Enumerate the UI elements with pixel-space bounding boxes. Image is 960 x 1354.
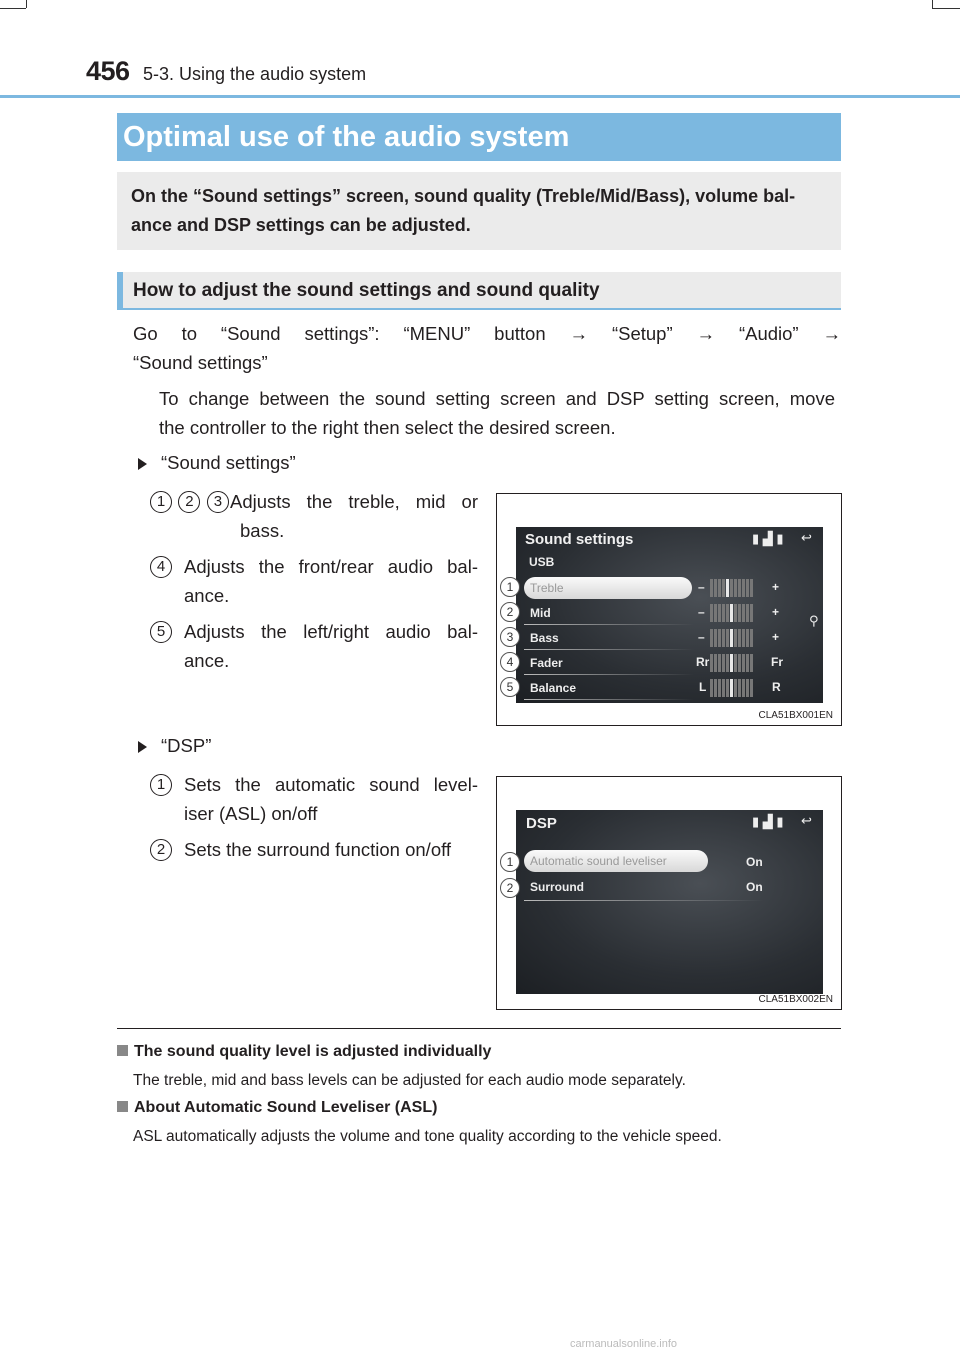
header-rule <box>0 95 960 98</box>
row-divider <box>524 674 694 675</box>
plus-label: + <box>772 605 780 619</box>
note-body-1: The treble, mid and bass levels can be adjusted for each audio mode separately. <box>133 1072 686 1089</box>
row-divider <box>524 900 764 901</box>
level-meter <box>710 629 753 647</box>
fader-meter <box>710 654 753 672</box>
bullet-label: “DSP” <box>161 735 212 756</box>
zoom-icon: ⚲ <box>809 613 819 628</box>
instruction-line-1: Go to “Sound settings”: “MENU” button → “Setup” → “Audio” → <box>133 323 841 344</box>
source-label: USB <box>529 555 555 569</box>
callout-1: 1 <box>500 577 520 597</box>
row-balance: Balance <box>530 681 577 695</box>
item-number-5 <box>150 621 172 643</box>
note-heading-text: About Automatic Sound Leveliser (ASL) <box>134 1099 438 1116</box>
screen-title: DSP <box>526 815 557 832</box>
dsp-screen <box>516 810 823 994</box>
section-heading: 5-3. Using the audio system <box>143 64 367 84</box>
item-text-treble-mid-bass: Adjusts the treble, mid or <box>230 491 478 512</box>
row-surround: Surround <box>530 880 584 894</box>
minus-label: – <box>698 580 705 594</box>
bullet-dsp <box>138 735 211 757</box>
number-badge: 2 <box>150 839 172 861</box>
item-text-treble-mid-bass-cont: bass. <box>240 520 285 541</box>
note-body-2: ASL automatically adjusts the volume and tone quality according to the vehicle speed. <box>133 1128 722 1145</box>
bullet-label: “Sound settings” <box>161 452 296 473</box>
square-bullet-icon <box>117 1101 128 1112</box>
item-numbers-1-2-3 <box>150 491 229 513</box>
row-mid: Mid <box>530 606 551 620</box>
row-treble: Treble <box>524 577 692 599</box>
callout-5: 5 <box>500 677 520 697</box>
note-heading-2 <box>117 1099 437 1117</box>
sound-settings-screen <box>516 527 823 703</box>
back-icon: ↩ <box>801 530 812 545</box>
item-text-balance: Adjusts the left/right audio bal- <box>184 621 478 642</box>
watermark: carmanualsonline.info <box>570 1338 678 1350</box>
level-meter <box>710 579 753 597</box>
note-heading-text: The sound quality level is adjusted individually <box>134 1043 492 1060</box>
balance-meter <box>710 679 753 697</box>
signal-status-icon: ▮ ▟ ▮ <box>752 814 784 829</box>
row-fader: Fader <box>530 656 563 670</box>
row-divider <box>524 649 694 650</box>
row-automatic-sound-leveliser: Automatic sound leveliser <box>524 850 708 872</box>
notes-rule <box>117 1028 841 1029</box>
square-bullet-icon <box>117 1045 128 1056</box>
sub-heading: How to adjust the sound settings and sound quality <box>117 272 841 310</box>
intro-box: On the “Sound settings” screen, sound quality (Treble/Mid/Bass), volume bal-ance and DSP settings can be adjusted. <box>117 172 841 250</box>
callout-1: 1 <box>500 852 520 872</box>
page-title: Optimal use of the audio system <box>117 113 841 161</box>
fader-rear-label: Rr <box>696 655 710 669</box>
item-text-balance-cont: ance. <box>184 650 230 671</box>
number-badge: 5 <box>150 621 172 643</box>
crop-mark <box>932 8 960 9</box>
minus-label: – <box>698 630 705 644</box>
row-bass: Bass <box>530 631 559 645</box>
number-badge: 1 <box>150 491 172 513</box>
number-badge: 3 <box>207 491 229 513</box>
crop-mark <box>0 8 26 9</box>
instruction-note-line-1: To change between the sound setting screen and DSP setting screen, move <box>159 388 835 409</box>
note-heading-1 <box>117 1043 491 1061</box>
plus-label: + <box>772 630 780 644</box>
level-meter <box>710 604 753 622</box>
figure-code: CLA51BX001EN <box>758 710 833 721</box>
row-divider <box>524 624 694 625</box>
bullet-triangle-icon <box>138 458 147 470</box>
item-number-2 <box>150 839 172 861</box>
item-text-fader: Adjusts the front/rear audio bal- <box>184 556 478 577</box>
crop-mark <box>932 0 933 8</box>
item-text-fader-cont: ance. <box>184 585 230 606</box>
sound-settings-screenshot <box>496 493 842 726</box>
balance-right-label: R <box>772 680 781 694</box>
page-number: 456 <box>86 56 130 86</box>
item-text-surround: Sets the surround function on/off <box>184 839 452 860</box>
signal-status-icon: ▮ ▟ ▮ <box>752 531 784 546</box>
surround-value: On <box>746 880 763 894</box>
minus-label: – <box>698 605 705 619</box>
number-badge: 1 <box>150 774 172 796</box>
number-badge: 4 <box>150 556 172 578</box>
callout-3: 3 <box>500 627 520 647</box>
callout-2: 2 <box>500 878 520 898</box>
bullet-sound-settings <box>138 452 296 474</box>
item-number-4 <box>150 556 172 578</box>
fader-front-label: Fr <box>771 655 783 669</box>
instruction-note-line-2: the controller to the right then select the desired screen. <box>159 417 616 438</box>
screen-title: Sound settings <box>525 531 634 548</box>
balance-left-label: L <box>699 680 707 694</box>
row-divider <box>524 699 694 700</box>
asl-value: On <box>746 855 763 869</box>
item-number-1 <box>150 774 172 796</box>
back-icon: ↩ <box>801 813 812 828</box>
callout-2: 2 <box>500 602 520 622</box>
callout-4: 4 <box>500 652 520 672</box>
dsp-screenshot <box>496 776 842 1010</box>
item-text-asl: Sets the automatic sound level- <box>184 774 478 795</box>
number-badge: 2 <box>178 491 200 513</box>
plus-label: + <box>772 580 780 594</box>
bullet-triangle-icon <box>138 741 147 753</box>
item-text-asl-cont: iser (ASL) on/off <box>184 803 318 824</box>
figure-code: CLA51BX002EN <box>758 994 833 1005</box>
instruction-line-2: “Sound settings” <box>133 352 268 373</box>
crop-mark <box>26 0 27 8</box>
